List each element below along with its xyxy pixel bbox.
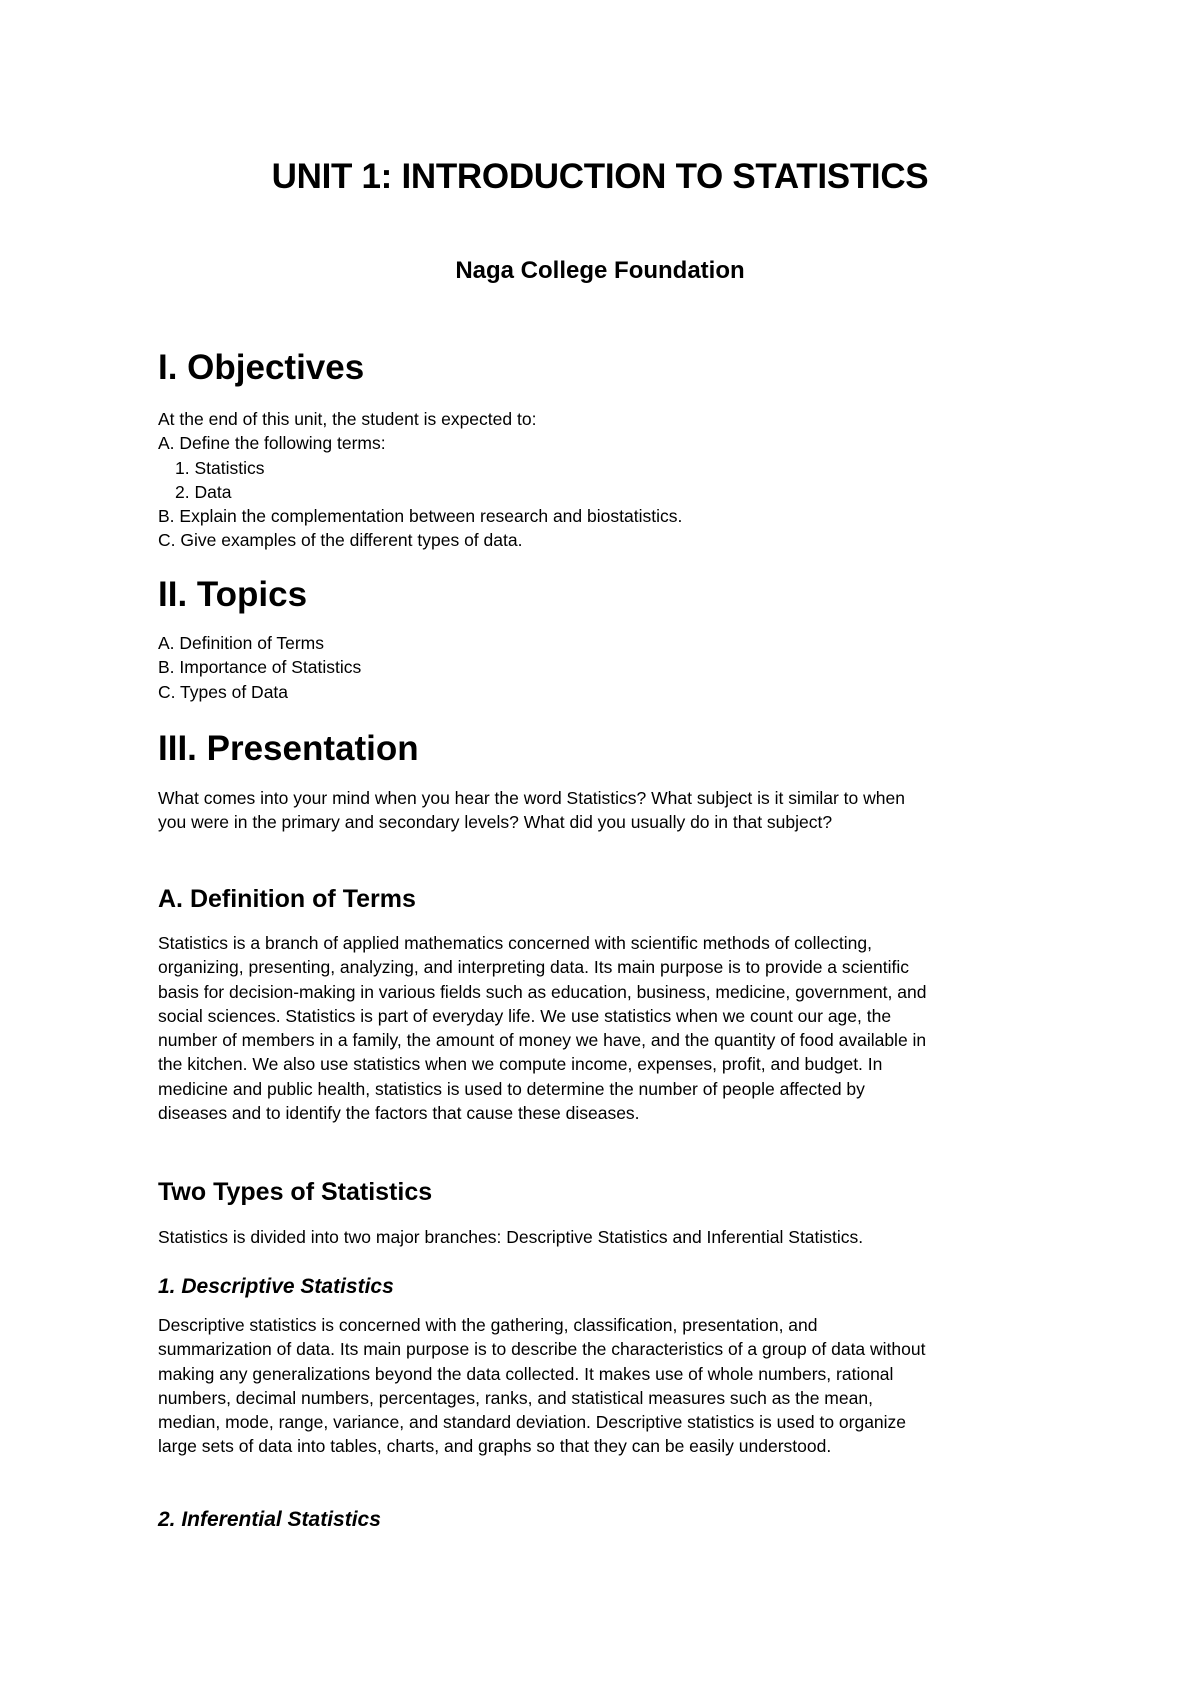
objectives-intro: At the end of this unit, the student is expected to: [158, 409, 537, 429]
definition-line: Statistics is a branch of applied mathematics concerned with scientific methods of collecting, [158, 933, 872, 953]
descriptive-line: numbers, decimal numbers, percentages, ranks, and statistical measures such as the mean, [158, 1387, 873, 1408]
definition-line: diseases and to identify the factors that cause these diseases. [158, 1103, 640, 1124]
objectives-heading: I. Objectives [158, 348, 365, 387]
definition-line: basis for decision-making in various fields such as education, business, medicine, government, and [158, 981, 927, 1002]
objective-a: A. Define the following terms: [158, 433, 386, 454]
objective-c: C. Give examples of the different types of data. [158, 530, 523, 551]
definition-text [158, 931, 926, 1125]
objective-b: B. Explain the complementation between research and biostatistics. [158, 506, 683, 527]
definition-line: organizing, presenting, analyzing, and interpreting data. Its main purpose is to provide a scientific [158, 957, 909, 978]
objective-a-1: 1. Statistics [175, 457, 265, 478]
definition-heading: A. Definition of Terms [158, 885, 416, 913]
objectives-list [158, 407, 682, 553]
topic-item: C. Types of Data [158, 681, 289, 702]
topic-item: B. Importance of Statistics [158, 657, 362, 678]
definition-line: social sciences. Statistics is part of everyday life. We use statistics when we count our age, the [158, 1005, 892, 1026]
descriptive-text [158, 1313, 925, 1459]
descriptive-line: summarization of data. Its main purpose is to describe the characteristics of a group of data without [158, 1339, 926, 1360]
page-title: UNIT 1: INTRODUCTION TO STATISTICS [271, 157, 929, 196]
two-types-text [158, 1225, 863, 1249]
two-types-heading: Two Types of Statistics [158, 1178, 433, 1206]
descriptive-line: making any generalizations beyond the data collected. It makes use of whole numbers, rational [158, 1363, 894, 1384]
descriptive-line: large sets of data into tables, charts, and graphs so that they can be easily understood. [158, 1436, 832, 1457]
definition-line: medicine and public health, statistics is used to determine the number of people affected by [158, 1078, 865, 1099]
institution-name: Naga College Foundation [455, 257, 745, 284]
presentation-heading: III. Presentation [158, 729, 419, 768]
definition-line: number of members in a family, the amount of money we have, and the quantity of food available in [158, 1030, 927, 1051]
objective-a-2: 2. Data [175, 481, 232, 502]
inferential-heading: 2. Inferential Statistics [158, 1508, 381, 1531]
presentation-line: you were in the primary and secondary levels? What did you usually do in that subject? [158, 812, 833, 833]
topics-list [158, 631, 361, 704]
presentation-line: What comes into your mind when you hear the word Statistics? What subject is it similar to when [158, 788, 905, 808]
topic-item: A. Definition of Terms [158, 633, 324, 653]
topics-heading: II. Topics [158, 575, 308, 614]
descriptive-heading: 1. Descriptive Statistics [158, 1275, 394, 1298]
descriptive-line: median, mode, range, variance, and standard deviation. Descriptive statistics is used to organize [158, 1412, 907, 1433]
definition-line: the kitchen. We also use statistics when we compute income, expenses, profit, and budget. In [158, 1054, 883, 1075]
two-types-line: Statistics is divided into two major branches: Descriptive Statistics and Inferential Statistics. [158, 1227, 864, 1247]
presentation-text [158, 786, 905, 835]
descriptive-line: Descriptive statistics is concerned with the gathering, classification, presentation, and [158, 1315, 818, 1335]
